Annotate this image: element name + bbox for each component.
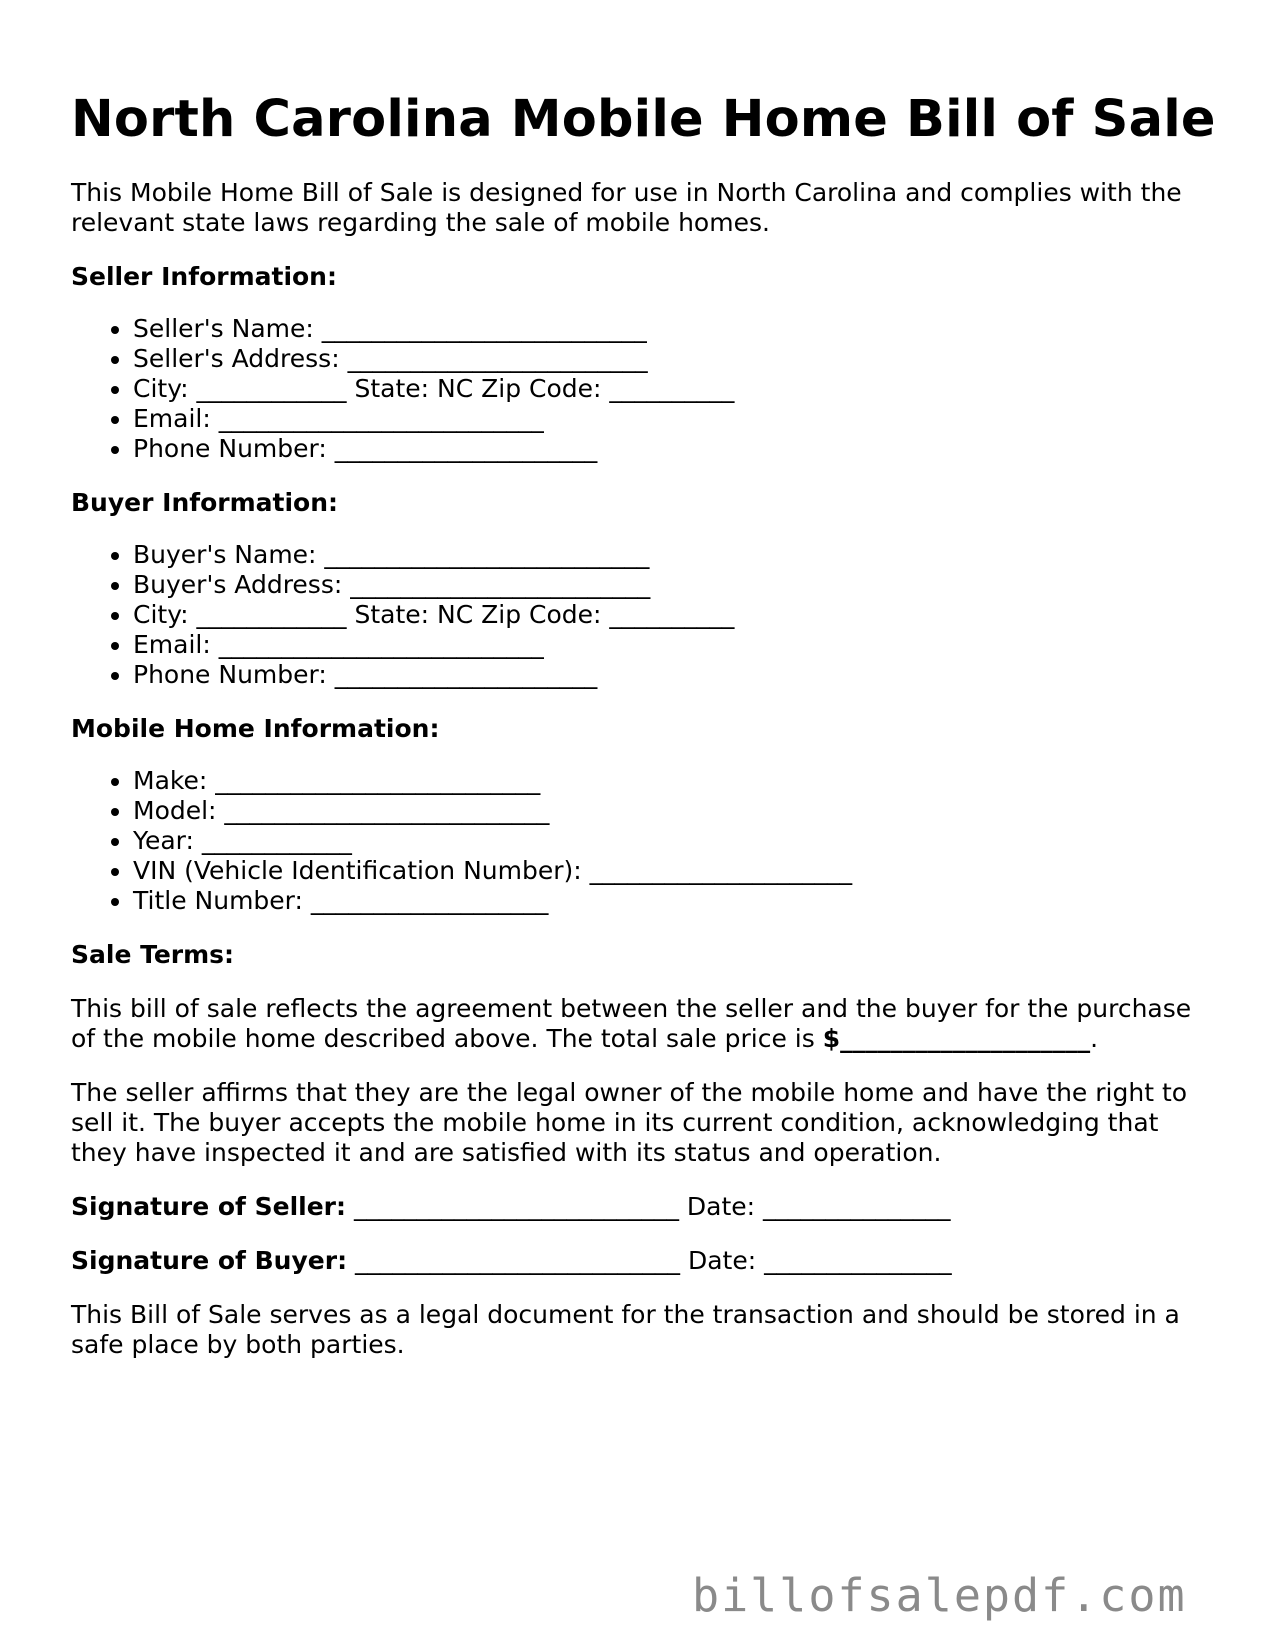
- sale-price-field: $____________________: [822, 1024, 1091, 1053]
- buyer-signature-row: [71, 1246, 1221, 1276]
- seller-signature-label: Signature of Seller:: [71, 1192, 347, 1221]
- closing-paragraph: This Bill of Sale serves as a legal document for the transaction and should be stored in a safe place by both parties.: [71, 1300, 1180, 1359]
- sale-terms-heading: Sale Terms:: [71, 940, 235, 969]
- make-field: • Make: __________________________: [133, 766, 1221, 796]
- year-field: • Year: ____________: [133, 826, 1221, 856]
- buyer-address-field: • Buyer's Address: ________________________: [133, 570, 1221, 600]
- buyer-signature-label: Signature of Buyer:: [71, 1246, 348, 1275]
- buyer-city-state-zip-field: • City: ____________ State: NC Zip Code: __________: [133, 600, 1221, 630]
- vin-field: • VIN (Vehicle Identification Number): _____________________: [133, 856, 1221, 886]
- seller-city-state-zip-field: • City: ____________ State: NC Zip Code: __________: [133, 374, 1221, 404]
- document-page: [71, 84, 1221, 1360]
- seller-signature-row: [71, 1192, 1221, 1222]
- buyer-phone-field: • Phone Number: _____________________: [133, 660, 1221, 690]
- ownership-affirmation-paragraph: The seller affirms that they are the legal owner of the mobile home and have the right to sell it. The buyer accepts the mobile home in its current condition, acknowledging that they have inspected it and are satisfied with its status and operation.: [71, 1078, 1188, 1167]
- mobile-home-section-heading: Mobile Home Information:: [71, 714, 440, 743]
- mobile-home-info-list: [71, 766, 1221, 916]
- sale-terms-paragraph: [71, 994, 1221, 1054]
- sale-terms-text: This bill of sale reflects the agreement between the seller and the buyer for the purchase of the mobile home described above. The total sale price is: [71, 994, 1192, 1053]
- seller-info-list: [71, 314, 1221, 464]
- model-field: • Model: __________________________: [133, 796, 1221, 826]
- seller-address-field: • Seller's Address: ________________________: [133, 344, 1221, 374]
- intro-paragraph: This Mobile Home Bill of Sale is designed for use in North Carolina and complies with the relevant state laws regarding the sale of mobile homes.: [71, 178, 1182, 237]
- buyer-section-heading: Buyer Information:: [71, 488, 339, 517]
- seller-name-field: • Seller's Name: __________________________: [133, 314, 1221, 344]
- site-watermark: billofsalepdf.com: [692, 1569, 1187, 1622]
- sale-terms-period: .: [1090, 1024, 1099, 1053]
- buyer-signature-line: __________________________ Date: _______________: [347, 1246, 952, 1275]
- buyer-info-list: [71, 540, 1221, 690]
- seller-signature-line: __________________________ Date: _______________: [346, 1192, 951, 1221]
- seller-section-heading: Seller Information:: [71, 262, 337, 291]
- seller-phone-field: • Phone Number: _____________________: [133, 434, 1221, 464]
- buyer-name-field: • Buyer's Name: __________________________: [133, 540, 1221, 570]
- document-title: North Carolina Mobile Home Bill of Sale: [71, 90, 1216, 149]
- title-number-field: • Title Number: ___________________: [133, 886, 1221, 916]
- seller-email-field: • Email: __________________________: [133, 404, 1221, 434]
- buyer-email-field: • Email: __________________________: [133, 630, 1221, 660]
